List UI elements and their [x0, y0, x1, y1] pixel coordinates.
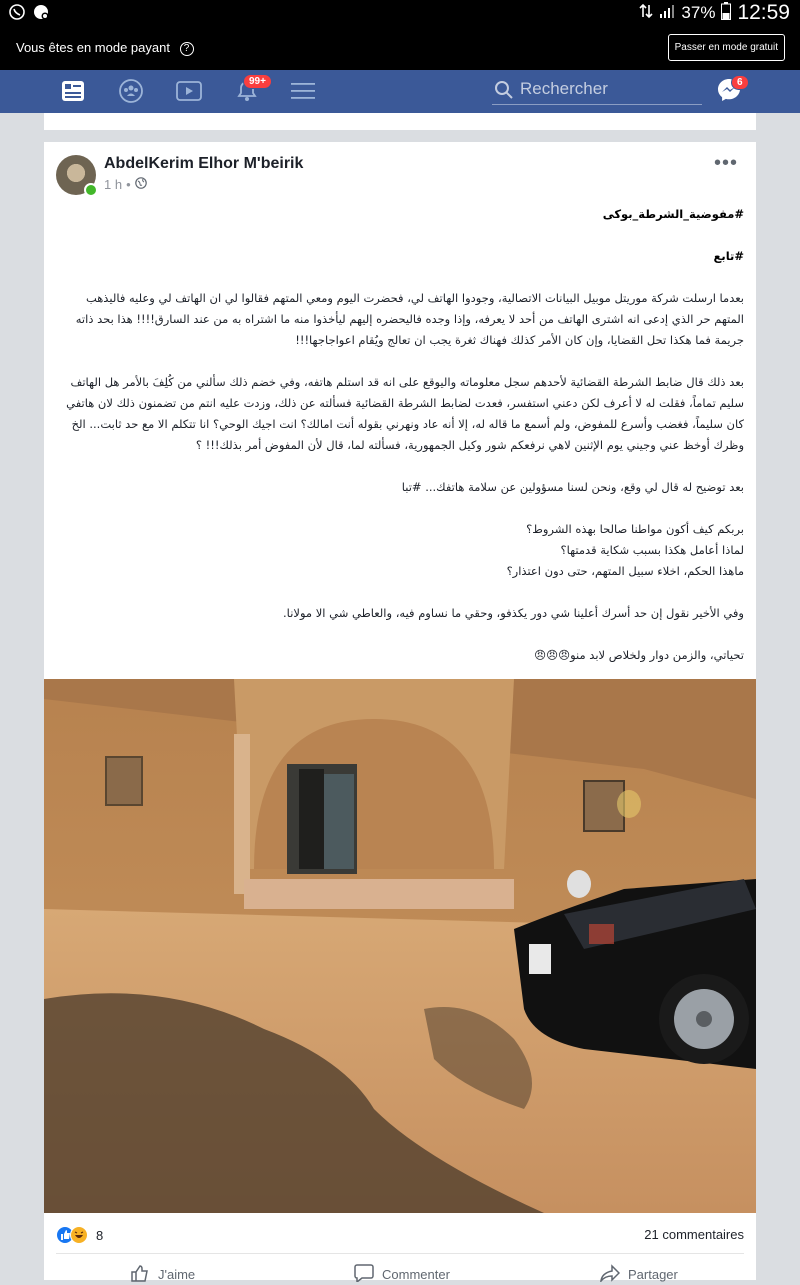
whatsapp-icon: [8, 3, 26, 26]
groups-icon[interactable]: [119, 79, 143, 108]
comment-bubble-icon: [354, 1264, 374, 1285]
help-icon[interactable]: ?: [180, 42, 194, 56]
comment-button[interactable]: [354, 1264, 450, 1285]
notifications-badge: 99+: [243, 74, 272, 89]
post-time[interactable]: 1 h: [104, 177, 123, 192]
search-box[interactable]: [492, 76, 702, 105]
share-label: Partager: [628, 1267, 678, 1282]
post-paragraph: تحياتي، والزمن دوار ولخلاص لابد منو😠😠😠: [534, 648, 744, 662]
like-button[interactable]: [130, 1264, 195, 1285]
comment-label: Commenter: [382, 1267, 450, 1282]
comments-count[interactable]: 21 commentaires: [644, 1227, 744, 1242]
paid-mode-text: Vous êtes en mode payant: [16, 40, 170, 55]
post-meta: [104, 177, 147, 192]
hashtag-line[interactable]: #مفوضية_الشرطة_بوكى: [602, 207, 744, 221]
post-photo[interactable]: [44, 679, 756, 1213]
signal-icon: [659, 3, 675, 24]
hashtag-line[interactable]: #تابع: [713, 249, 744, 263]
like-label: J'aime: [158, 1267, 196, 1282]
search-placeholder: Rechercher: [520, 79, 608, 98]
post-options-button[interactable]: •••: [713, 152, 738, 174]
post-card: [44, 142, 756, 1280]
share-arrow-icon: [600, 1264, 620, 1285]
online-status-dot: [84, 183, 98, 197]
data-arrows-icon: [639, 3, 653, 24]
messenger-notification-icon: [32, 3, 50, 26]
battery-level: 37%: [681, 3, 716, 22]
battery-icon: [721, 2, 731, 25]
post-paragraph: بعدما ارسلت شركة موريتل موبيل البيانات الاتصالية، وجودوا الهاتف لي، فحضرت اليوم ومعي المتهم فقالوا لي ان الهاتف لي وعليه فاليذهب المتهم حر الذي إدعى انه اشترى الهاتف من أحد لا يعرفه، وإذا وجده فاليحضره إليهم ليأخذوا منه ما اشتراه به من عند السارق!!!! هذا بحد ذاته جريمة فما هكذا تحل القضايا، وإن كان الأمر كذلك فهناك ثغرة يجب ان تعالج ويُقام اعواجاجها!!!: [75, 291, 744, 347]
android-status-bar: [0, 0, 800, 25]
reactions-summary[interactable]: [56, 1226, 103, 1244]
meta-separator: •: [126, 177, 131, 192]
reaction-count: 8: [96, 1227, 104, 1243]
post-paragraph: بعد توضيح له قال لي وقع، ونحن لسنا مسؤولين عن سلامة هاتفك... #تبا: [401, 480, 744, 494]
post-paragraph: وفي الأخير نقول إن حد أسرك أعلينا شي دور يكذفو، وحقي ما نساوم فيه، والعاطي شي الا مولانا.: [283, 606, 744, 620]
post-paragraph: ماهذا الحكم، اخلاء سبيل المتهم، حتى دون اعتذار؟: [506, 564, 744, 578]
clock: 12:59: [737, 1, 790, 24]
facebook-navbar: [0, 70, 800, 113]
post-paragraph: لماذا أعامل هكذا بسبب شكاية قدمتها؟: [560, 543, 744, 557]
share-button[interactable]: [600, 1264, 678, 1285]
action-divider: [56, 1253, 744, 1254]
messages-badge: 6: [731, 75, 749, 90]
haha-reaction-icon: [70, 1226, 88, 1244]
globe-icon: [135, 177, 147, 192]
watch-icon[interactable]: [176, 79, 202, 108]
previous-post-bottom: [44, 113, 756, 130]
news-feed-icon[interactable]: [61, 79, 85, 108]
author-name[interactable]: AbdelKerim Elhor M'beirik: [104, 155, 304, 172]
thumbs-up-icon: [130, 1264, 150, 1285]
post-actions: [44, 1264, 756, 1284]
post-paragraph: بعد ذلك قال ضابط الشرطة القضائية لأحدهم سجل معلوماته واليوقع على انه قد استلم هاتفه، وفي خضم ذلك سألني من كُلِفَ بالأمر هل الهاتف سليم تماماً، فقلت له لا أعرف لكن دعني استفسر، فعدت لضابط الشرطة القضائية فسألته عن ذلك، وزدت عليه انتم من تضمنون ذلك لان هاتفي كان سليماً، فغضب وأسرع للمفوض، ولم أسمع ما قاله له، إلا أنه عاد ونهرني بقوله أنت امالك؟ انت اجيك الوحي؟ انا تتكلم الا مع حد ثابت... الخ وظرك أوخظ عني وجيني يوم الإثنين لاهي نرفعكم شور وكيل الجمهورية، فسألته لما، قال لأن المفوض أمر بذلك!!! ؟: [66, 375, 744, 452]
search-icon: [494, 80, 514, 105]
post-text: [56, 204, 744, 666]
paid-mode-banner: [0, 25, 800, 70]
switch-free-mode-button[interactable]: Passer en mode gratuit: [668, 34, 785, 61]
post-paragraph: بربكم كيف أكون مواطنا صالحا بهذه الشروط؟: [526, 522, 744, 536]
menu-icon[interactable]: [291, 81, 315, 106]
